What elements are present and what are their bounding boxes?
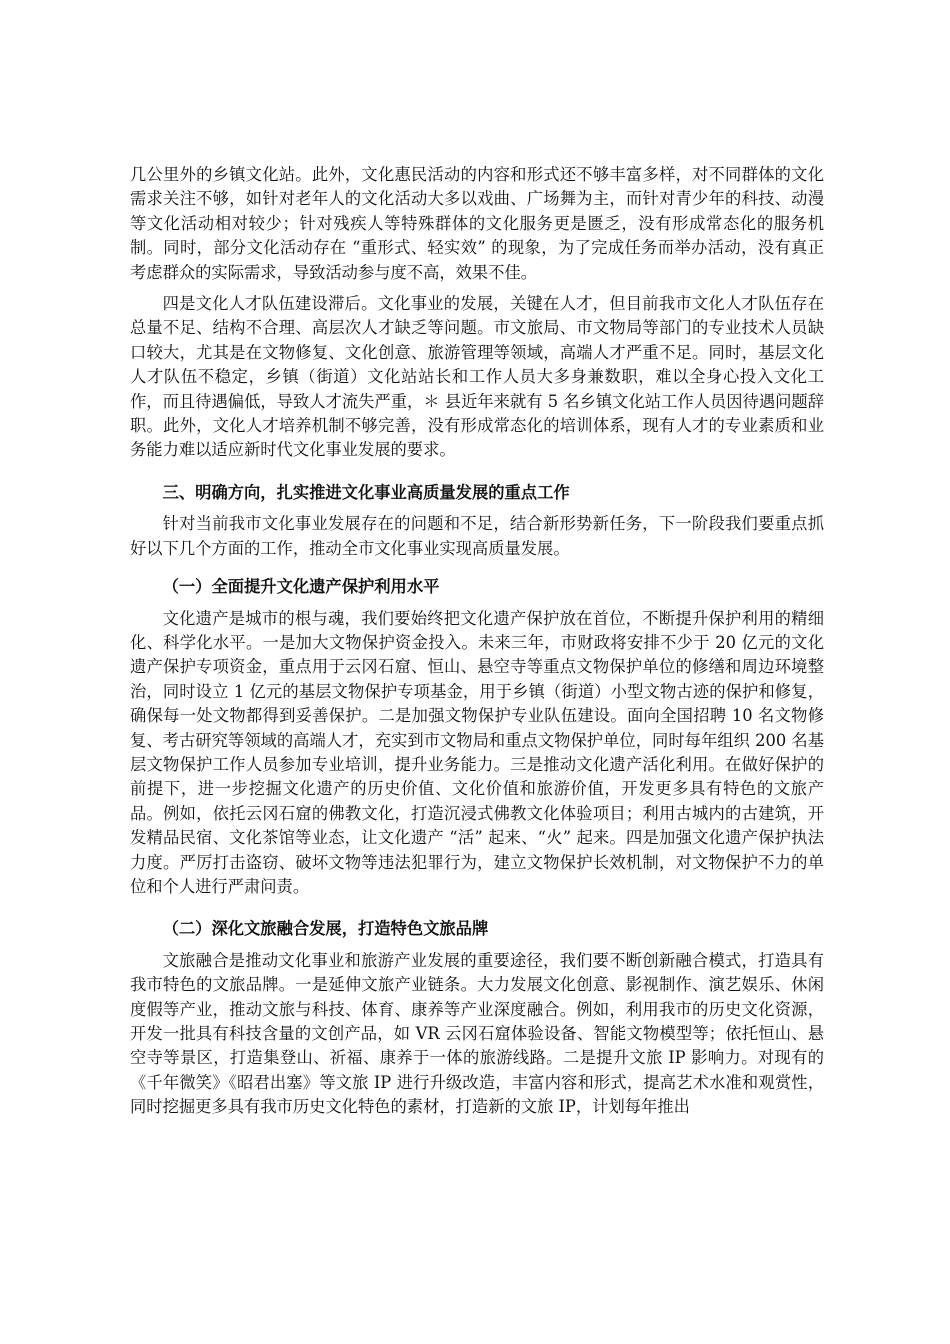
paragraph-heritage-protection: 文化遗产是城市的根与魂，我们要始终把文化遗产保护放在首位，不断提升保护利用的精细化、科学化水平。一是加大文物保护资金投入。未来三年，市财政将安排不少于 20 亿元的文化遗产保护专项资金，重点用于云冈石窟、恒山、悬空寺等重点文物保护单位的修缮和周边环境整治，同时设立 1 亿元的基层文物保护专项基金，用于乡镇（街道）小型文物古迹的保护和修复，确保每一处文物都得到妥善保护。二是加强文物保护专业队伍建设。面向全国招聘 10 名文物修复、考古研究等领域的高端人才，充实到市文物局和重点文物保护单位，同时每年组织 200 名基层文物保护工作人员参加专业培训，提升业务能力。三是推动文化遗产活化利用。在做好保护的前提下，进一步挖掘文化遗产的历史价值、文化价值和旅游价值，开发更多具有特色的文旅产品。例如，依托云冈石窟的佛教文化，打造沉浸式佛教文化体验项目；利用古城内的古建筑，开发精品民宿、文化茶馆等业态，让文化遗产 “活” 起来、“火” 起来。四是加强文化遗产保护执法力度。严厉打击盗窃、破坏文物等违法犯罪行为，建立文物保护长效机制，对文物保护不力的单位和个人进行严肃问责。 [130, 608, 824, 896]
paragraph-continuation: 几公里外的乡镇文化站。此外，文化惠民活动的内容和形式还不够丰富多样，对不同群体的文化需求关注不够，如针对老年人的文化活动大多以戏曲、广场舞为主，而针对青少年的科技、动漫等文化活动相对较少；针对残疾人等特殊群体的文化服务更是匮乏，没有形成常态化的服务机制。同时，部分文化活动存在 “重形式、轻实效” 的现象，为了完成任务而举办活动，没有真正考虑群众的实际需求，导致活动参与度不高，效果不佳。 [130, 165, 824, 282]
document-page [130, 163, 824, 1120]
paragraph-culture-tourism: 文旅融合是推动文化事业和旅游产业发展的重要途径，我们要不断创新融合模式，打造具有我市特色的文旅品牌。一是延伸文旅产业链条。大力发展文化创意、影视制作、演艺娱乐、休闲度假等产业，推动文旅与科技、体育、康养等产业深度融合。例如，利用我市的历史文化资源，开发一批具有科技含量的文创产品，如 VR 云冈石窟体验设备、智能文物模型等；依托恒山、悬空寺等景区，打造集登山、祈福、康养于一体的旅游线路。二是提升文旅 IP 影响力。对现有的《千年微笑》《昭君出塞》等文旅 IP 进行升级改造，丰富内容和形式，提高艺术水准和观赏性，同时挖掘更多具有我市历史文化特色的素材，打造新的文旅 IP，计划每年推出 [130, 950, 824, 1117]
subsection-1-heading: （一）全面提升文化遗产保护利用水平 [162, 577, 440, 597]
subsection-2-heading: （二）深化文旅融合发展，打造特色文旅品牌 [162, 919, 489, 939]
paragraph-section-intro: 针对当前我市文化事业发展存在的问题和不足，结合新形势新任务，下一阶段我们要重点抓好以下几个方面的工作，推动全市文化事业实现高质量发展。 [130, 514, 824, 558]
paragraph-talent-shortage: 四是文化人才队伍建设滞后。文化事业的发展，关键在人才，但目前我市文化人才队伍存在总量不足、结构不合理、高层次人才缺乏等问题。市文旅局、市文物局等部门的专业技术人员缺口较大，尤其是在文物修复、文化创意、旅游管理等领域，高端人才严重不足。同时，基层文化人才队伍不稳定，乡镇（街道）文化站站长和工作人员大多身兼数职，难以全身心投入文化工作，而且待遇偏低，导致人才流失严重，＊ 县近年来就有 5 名乡镇文化站工作人员因待遇问题辞职。此外，文化人才培养机制不够完善，没有形成常态化的培训体系，现有人才的专业素质和业务能力难以适应新时代文化事业发展的要求。 [130, 294, 824, 460]
section-3-heading: 三、明确方向，扎实推进文化事业高质量发展的重点工作 [162, 482, 570, 502]
